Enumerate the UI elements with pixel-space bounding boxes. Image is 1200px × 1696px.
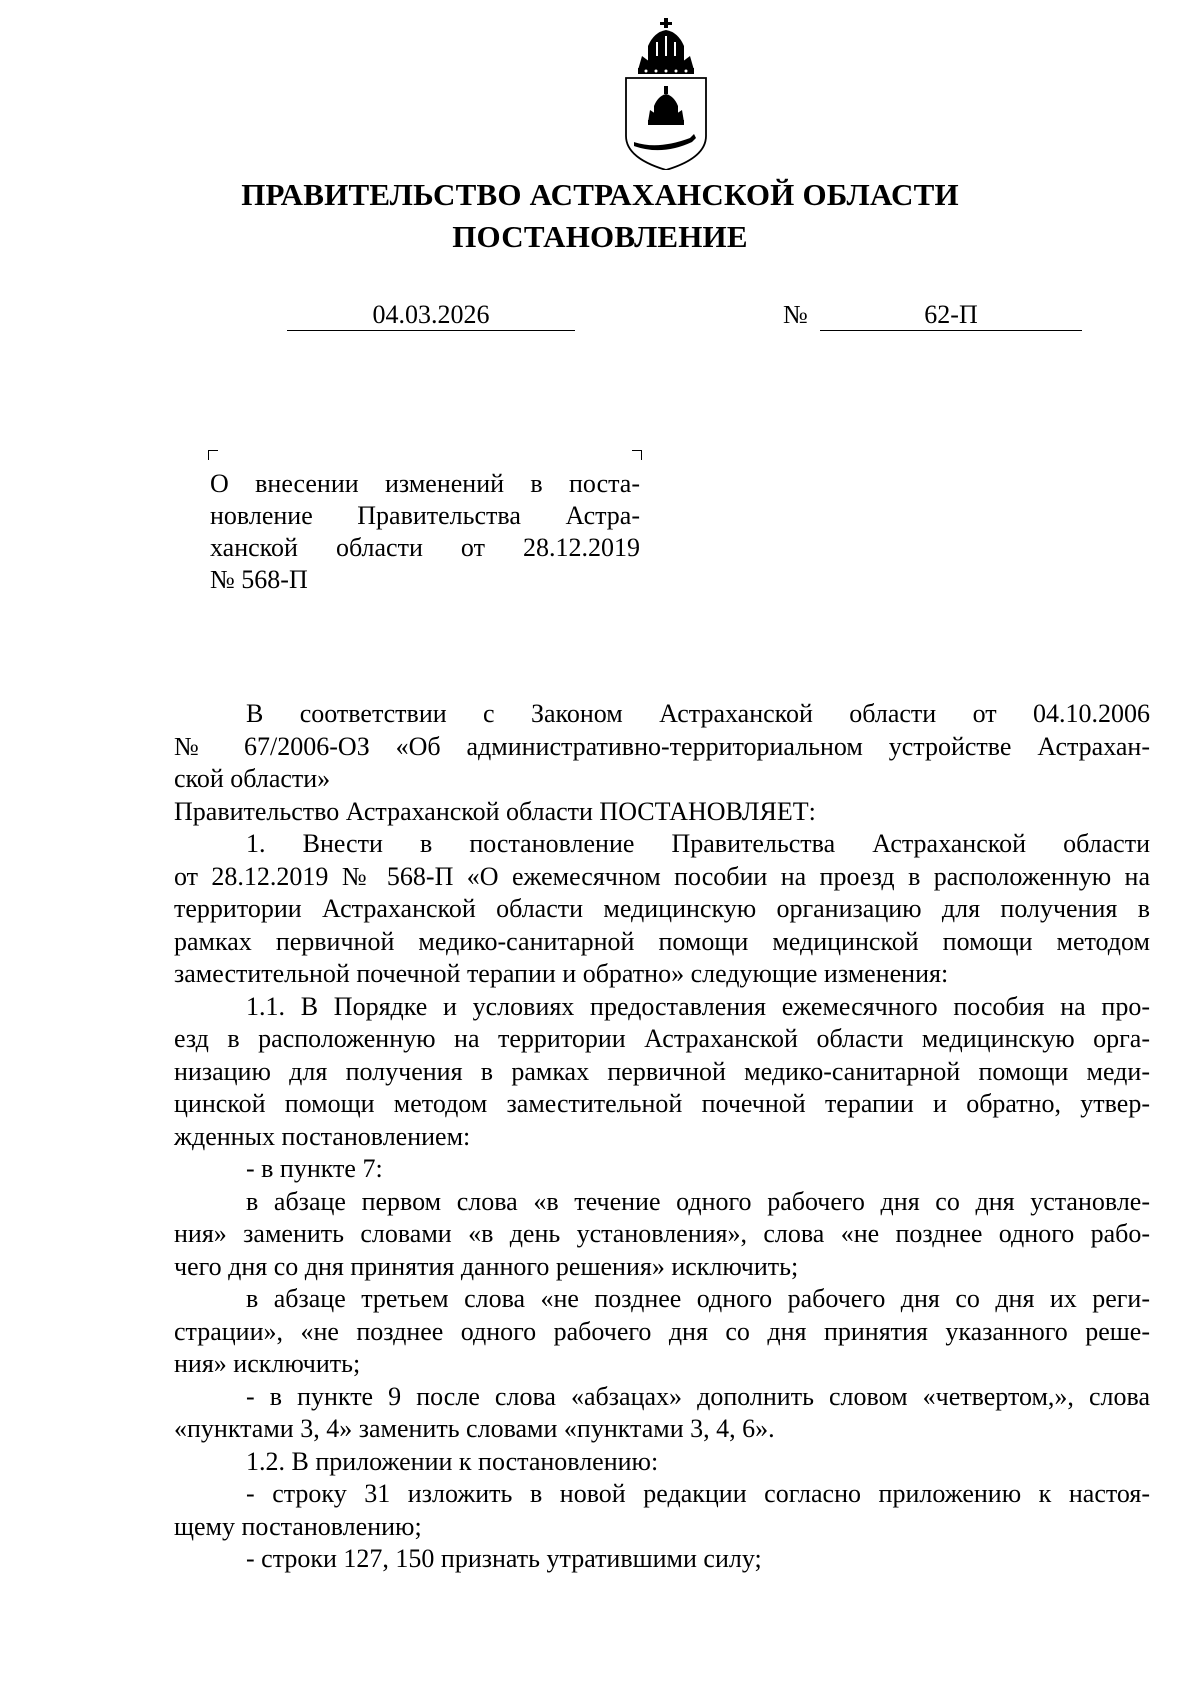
body-line: в абзаце третьем слова «не позднее одного рабочего дня со дня их реги- [246, 1284, 1150, 1313]
body-line: от 28.12.2019 № 568-П «О ежемесячном пособии на проезд в расположенную на [174, 861, 1150, 891]
body-line: ния» исключить; [174, 1349, 361, 1378]
body-line: щему постановлению; [174, 1511, 422, 1541]
government-title: ПРАВИТЕЛЬСТВО АСТРАХАНСКОЙ ОБЛАСТИ [241, 177, 959, 212]
body-line: - в пункте 9 после слова «абзацах» дополнить словом «четвертом,», слова [246, 1381, 1150, 1411]
document-type-title: ПОСТАНОВЛЕНИЕ [452, 219, 748, 254]
body-line: езд в расположенную на территории Астраханской области медицинскую орга- [174, 1024, 1150, 1053]
body-line: - строку 31 изложить в новой редакции согласно приложению к настоя- [246, 1479, 1150, 1508]
body-line: 1.2. В приложении к постановлению: [246, 1446, 659, 1476]
body-line: 1.1. В Порядке и условиях предоставления ежемесячного пособия на про- [246, 991, 1150, 1021]
body-line: ния» заменить словами «в день установления», слова «не позднее одного рабо- [174, 1219, 1150, 1248]
coat-of-arms-emblem [618, 18, 714, 170]
body-line: В соответствии с Законом Астраханской области от 04.10.2006 [246, 699, 1150, 728]
subject-line: ханской области от 28.12.2019 [210, 533, 640, 562]
document-number-label: № [783, 300, 808, 329]
subject-corner-left [208, 450, 218, 460]
document-number: 62-П [820, 300, 1082, 331]
body-line: рамках первичной медико-санитарной помощи медицинской помощи методом [174, 926, 1150, 956]
body-line: ской области» [174, 764, 331, 793]
body-line: в абзаце первом слова «в течение одного рабочего дня со дня установле- [246, 1186, 1150, 1216]
body-line: заместительной почечной терапии и обратно» следующие изменения: [174, 959, 949, 988]
body-line: № 67/2006-ОЗ «Об административно-территориальном устройстве Астрахан- [174, 731, 1150, 761]
body-line: страции», «не позднее одного рабочего дня со дня принятия указанного реше- [174, 1316, 1150, 1346]
subject-line: новление Правительства Астра- [210, 501, 640, 530]
body-line: территории Астраханской области медицинскую организацию для получения в [174, 894, 1150, 923]
body-line: цинской помощи методом заместительной почечной терапии и обратно, утвер- [174, 1089, 1150, 1118]
document-body [174, 698, 1150, 1576]
body-line: 1. Внести в постановление Правительства Астраханской области [246, 829, 1150, 858]
body-line: - строки 127, 150 признать утратившими силу; [246, 1544, 762, 1573]
body-line: жденных постановлением: [174, 1121, 471, 1151]
body-line: «пунктами 3, 4» заменить словами «пунктами 3, 4, 6». [174, 1414, 775, 1443]
subject-line: № 568-П [210, 565, 308, 594]
document-subject [210, 468, 640, 596]
subject-line: О внесении изменений в поста- [210, 469, 640, 498]
body-line: чего дня со дня принятия данного решения» исключить; [174, 1251, 799, 1281]
body-line: - в пункте 7: [246, 1154, 383, 1183]
subject-corner-right [632, 450, 642, 460]
document-date: 04.03.2026 [287, 300, 575, 331]
body-line: низацию для получения в рамках первичной медико-санитарной помощи меди- [174, 1056, 1150, 1086]
body-line: Правительство Астраханской области ПОСТАНОВЛЯЕТ: [174, 796, 816, 826]
